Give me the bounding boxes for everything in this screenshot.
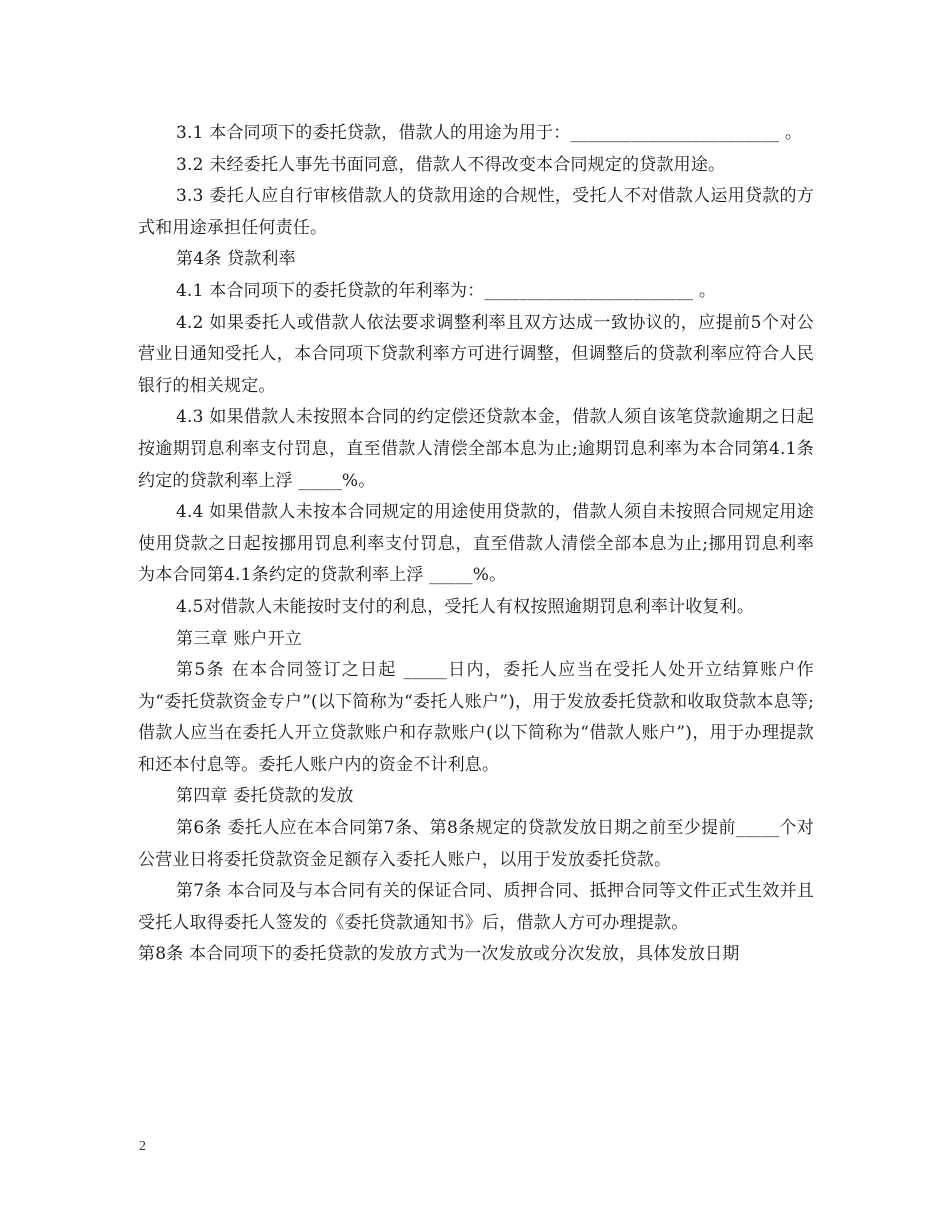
paragraph-4-2: 4.2 如果委托人或借款人依法要求调整利率且双方达成一致协议的，应提前5个对公营业日通知受托人，本合同项下贷款利率方可进行调整，但调整后的贷款利率应符合人民银行的相关规定。 [138, 312, 814, 396]
article-5: 第5条 在本合同签订之日起 _____日内，委托人应当在受托人处开立结算账户作为“委托贷款资金专户”(以下简称为“委托人账户”)，用于发放委托贷款和收取贷款本息等;借款人应当在委托人开立贷款账户和存款账户(以下简称为“借款人账户”)，用于办理提款和还本付息等。委托人账户内的资金不计利息。 [138, 660, 814, 775]
article-8: 第8条 本合同项下的委托贷款的发放方式为一次发放或分次发放，具体发放日期 [138, 944, 740, 965]
paragraph-4-3: 4.3 如果借款人未按照本合同的约定偿还贷款本金，借款人须自该笔贷款逾期之日起按逾期罚息利率支付罚息，直至借款人清偿全部本息为止;逾期罚息利率为本合同第4.1条约定的贷款利率上浮 _____%。 [138, 407, 814, 491]
paragraph-3-2: 3.2 未经委托人事先书面同意，借款人不得改变本合同规定的贷款用途。 [176, 154, 726, 175]
chapter-4-heading: 第四章 委托贷款的发放 [176, 786, 354, 807]
article-4-heading: 第4条 贷款利率 [176, 249, 296, 270]
paragraph-4-5: 4.5对借款人未能按时支付的利息，受托人有权按照逾期罚息利率计收复利。 [176, 596, 755, 617]
paragraph-4-1: 4.1 本合同项下的委托贷款的年利率为：________________________ 。 [176, 280, 717, 301]
chapter-3-heading: 第三章 账户开立 [176, 628, 303, 649]
paragraph-4-4: 4.4 如果借款人未按本合同规定的用途使用贷款的，借款人须自未按照合同规定用途使用贷款之日起按挪用罚息利率支付罚息，直至借款人清偿全部本息为止;挪用罚息利率为本合同第4.1条约定的贷款利率上浮 _____%。 [138, 502, 814, 586]
paragraph-3-1: 3.1 本合同项下的委托贷款，借款人的用途为用于：________________________ 。 [176, 123, 803, 143]
paragraph-3-3: 3.3 委托人应自行审核借款人的贷款用途的合规性，受托人不对借款人运用贷款的方式和用途承担任何责任。 [138, 186, 814, 238]
page-number: 2 [139, 1139, 146, 1154]
article-7: 第7条 本合同及与本合同有关的保证合同、质押合同、抵押合同等文件正式生效并且受托人取得委托人签发的《委托贷款通知书》后，借款人方可办理提款。 [138, 881, 814, 933]
article-6: 第6条 委托人应在本合同第7条、第8条规定的贷款发放日期之前至少提前_____个对公营业日将委托贷款资金足额存入委托人账户，以用于发放委托贷款。 [138, 818, 814, 870]
document-body [138, 118, 814, 971]
